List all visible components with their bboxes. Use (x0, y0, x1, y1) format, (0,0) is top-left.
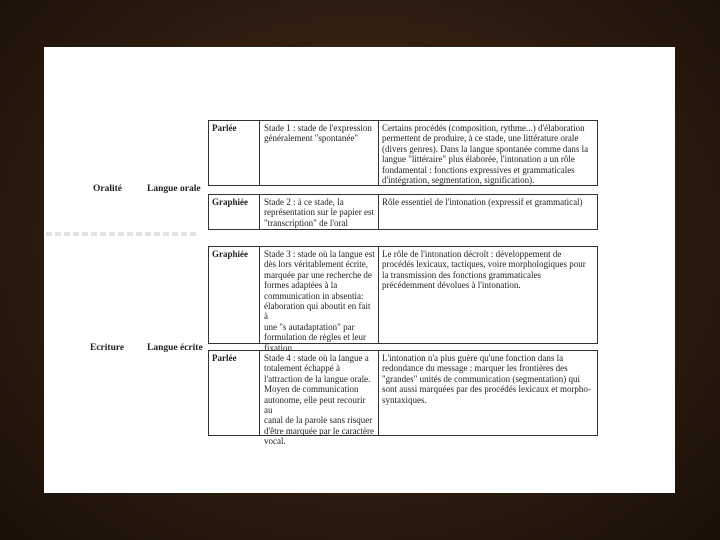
cell-description: Certains procédés (composition, rythme...) d'élaboration permettent de produire, à ce stade, une littérature orale (divers genres). Dans la langue spontanée comme dans la langue "littéraire" plus élaborée, l'intonation a un rôle fondamental : fonctions expressives et grammaticales d'intégration, segmentation, signification). (382, 123, 589, 186)
cell-stade: Stade 2 : à ce stade, la représentation sur le papier est "transcription" de l'oral (264, 197, 374, 228)
cell-stade: Stade 4 : stade où la langue a totalement échappé à l'attraction de la langue orale. Moyen de communication autonome, elle peut recourir au canal de la parole sans risquer d'être marquée par le caractère vocal. (264, 353, 375, 447)
cell-mode: Parlée (212, 123, 237, 133)
cell-mode: Graphiée (212, 197, 248, 207)
cell-mode: Graphiée (212, 249, 248, 259)
table-oralite-row-parlee (208, 120, 598, 186)
cell-description: Le rôle de l'intonation décroît : développement de procédés lexicaux, tactiques, voire morphologiques pour la transmission des fonctions grammaticales précédemment dévolues à l'intonation. (382, 249, 586, 291)
faint-divider (46, 232, 196, 236)
label-langue-orale: Langue orale (147, 184, 201, 194)
cell-description: Rôle essentiel de l'intonation (expressif et grammatical) (382, 197, 583, 207)
table-oralite-row-graphiee (208, 194, 598, 230)
table-ecriture-row-graphiee (208, 246, 598, 353)
cell-description: L'intonation n'a plus guère qu'une fonction dans la redondance du message : marquer les frontières des "grandes" unités de communication (segmentation) qui sont aussi marquées par des procédés lexicaux et morpho- syntaxiques. (382, 353, 591, 405)
label-oralite: Oralité (93, 184, 123, 194)
label-ecriture: Ecriture (90, 343, 125, 353)
table-ecriture-row-parlee (208, 350, 598, 447)
cell-stade: Stade 1 : stade de l'expression généralement "spontanée" (264, 123, 372, 144)
label-langue-ecrite: Langue écrite (147, 343, 203, 353)
cell-stade: Stade 3 : stade où la langue est dès lors véritablement écrite, marquée par une recherche de formes adaptées à la communication in absentia: élaboration qui aboutit en fait à une "s autadaptation" par formulation de règles et leur fixation. (264, 249, 375, 353)
cell-mode: Parlée (212, 353, 237, 363)
